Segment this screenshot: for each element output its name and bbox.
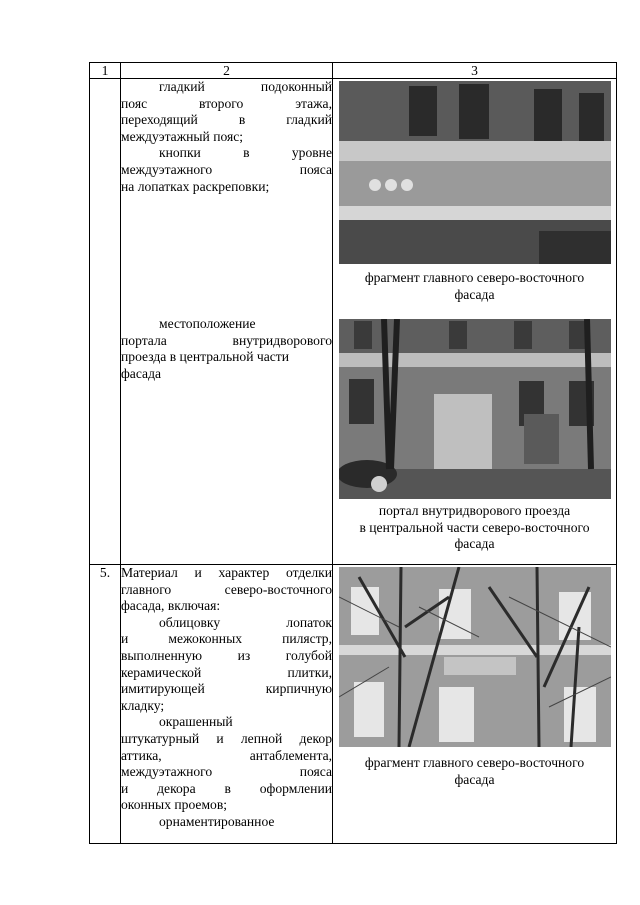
text-line: междуэтажного пояса — [121, 161, 332, 177]
text-line: главного северо-восточного — [121, 581, 332, 597]
text-line: облицовку лопаток — [159, 614, 332, 630]
text-line: гладкий подоконный — [159, 79, 332, 94]
text-line: на лопатках раскреповки; — [121, 178, 270, 194]
text-line: кладку; — [121, 697, 165, 713]
text-line: проезда в центральной части — [121, 349, 290, 365]
text-line: орнаментированное — [159, 813, 275, 829]
photo-caption: портал внутридворового проезда в центральной части северо-восточного фасада — [359, 503, 590, 552]
header-col-2: 2 — [121, 63, 333, 79]
text-line: и межоконных пилястр, — [121, 631, 332, 647]
row-description — [121, 565, 333, 844]
text-line: междуэтажного пояса — [121, 764, 332, 780]
row-photos — [333, 565, 617, 844]
text-line: местоположение — [159, 316, 256, 332]
text-line: пояс второго этажа, — [121, 95, 332, 111]
header-col-3: 3 — [333, 63, 617, 79]
text-line: фасада — [121, 365, 162, 381]
table-header-row — [90, 63, 617, 79]
facade-fragment-photo — [339, 81, 611, 264]
row-photos — [333, 79, 617, 565]
text-line: кнопки в уровне — [159, 145, 332, 161]
portal-passage-photo — [339, 319, 611, 499]
text-line: и декора в оформлении — [121, 780, 332, 796]
text-line: штукатурный и лепной декор — [121, 730, 332, 746]
text-line: выполненную из голубой — [121, 647, 332, 663]
photo-caption: фрагмент главного северо-восточного фасада — [364, 270, 585, 302]
text-line: портала внутридворового — [121, 332, 332, 348]
facade-with-trees-photo — [339, 567, 611, 747]
text-line: керамической плитки, — [121, 664, 332, 680]
row-number — [90, 79, 121, 565]
header-col-1: 1 — [90, 63, 121, 79]
text-line: фасада, включая: — [121, 598, 221, 614]
text-line: междуэтажный пояс; — [121, 128, 244, 144]
text-line: имитирующей кирпичную — [121, 681, 332, 697]
document-table — [89, 62, 617, 844]
table-row — [90, 565, 617, 844]
row-description — [121, 79, 333, 565]
text-line: аттика, антаблемента, — [121, 747, 332, 763]
table-row — [90, 79, 617, 565]
photo-caption: фрагмент главного северо-восточного фасада — [364, 755, 585, 787]
row-number: 5. — [90, 565, 121, 844]
text-line: Материал и характер отделки — [121, 565, 332, 580]
text-line: окрашенный — [159, 714, 233, 730]
text-line: оконных проемов; — [121, 797, 228, 813]
text-line: переходящий в гладкий — [121, 112, 332, 128]
